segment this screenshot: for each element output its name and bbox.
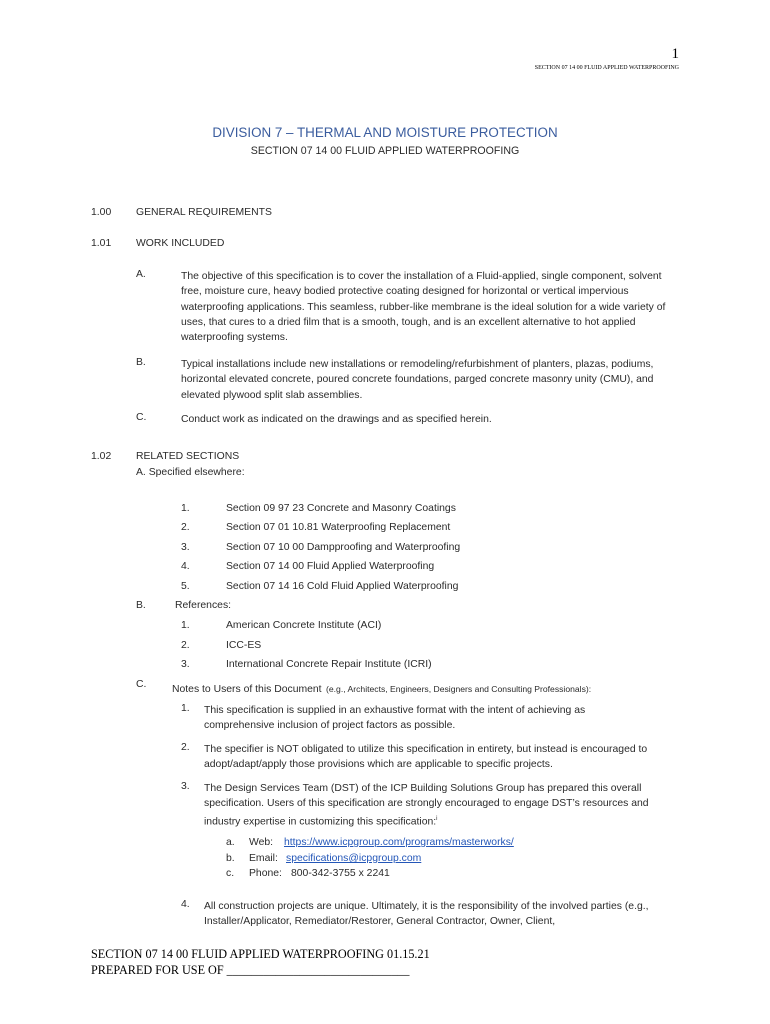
paragraph-text: The Design Services Team (DST) of the ICP Building Solutions Group has prepared this overall specification. Users of this specification are strongly encouraged to engage DST’s resources and industry expertise in customizing this specification: [204,783,649,828]
list-number: 5. [181,581,190,592]
contact-label: Phone: [249,868,282,879]
notes-label-detail: (e.g., Architects, Engineers, Designers and Consulting Professionals): [326,684,592,694]
list-item: Section 07 14 16 Cold Fluid Applied Waterproofing [226,581,459,592]
paragraph: This specification is supplied in an exhaustive format with the intent of achieving as comprehensive inclusion of project factors as possible. [204,705,586,732]
item-letter: B. [136,600,146,611]
section-heading: WORK INCLUDED [136,238,225,249]
contact-letter: b. [226,853,235,864]
list-number: 4. [181,899,190,910]
contact-letter: a. [226,837,235,848]
list-item: ICC-ES [226,640,262,651]
section-number: 1.02 [91,451,112,462]
list-number: 2. [181,742,190,753]
section-number: 1.00 [91,207,112,218]
item-letter: C. [136,412,147,423]
footer-line: PREPARED FOR USE OF ______________________________ [91,963,410,977]
list-number: 1. [181,503,190,514]
list-item: American Concrete Institute (ACI) [226,620,382,631]
list-number: 2. [181,522,190,533]
subheading [172,679,591,697]
paragraph: Typical installations include new installations or remodeling/refurbishment of planters, plazas, podiums, horizontal elevated concrete, poured concrete foundations, parged concrete masonry unity (CMU), and elevated plywood split slab assemblies. [181,359,654,401]
list-number: 3. [181,542,190,553]
section-title: SECTION 07 14 00 FLUID APPLIED WATERPROOFING [250,145,520,157]
web-link[interactable]: https://www.icpgroup.com/programs/masterworks/ [284,837,514,848]
list-number: 4. [181,561,190,572]
running-header: SECTION 07 14 00 FLUID APPLIED WATERPROOFING [534,65,679,71]
list-number: 1. [181,703,190,714]
phone-number: 800-342-3755 x 2241 [291,868,390,879]
subheading: References: [175,600,232,611]
list-number: 2. [181,640,190,651]
item-letter: B. [136,357,146,368]
paragraph [204,781,680,829]
contact-label: Web: [249,837,274,848]
list-number: 3. [181,659,190,670]
division-title: DIVISION 7 – THERMAL AND MOISTURE PROTECTION [212,125,558,140]
section-heading: GENERAL REQUIREMENTS [136,207,272,218]
notes-label: Notes to Users of this Document [172,684,322,695]
subheading: A. Specified elsewhere: [136,467,245,478]
list-item: Section 07 01 10.81 Waterproofing Replacement [226,522,451,533]
item-letter: C. [136,679,147,690]
footer-line: SECTION 07 14 00 FLUID APPLIED WATERPROOFING 01.15.21 [91,947,430,961]
page-number: 1 [671,46,679,62]
list-item: International Concrete Repair Institute (ICRI) [226,659,432,670]
list-item: Section 07 14 00 Fluid Applied Waterproofing [226,561,435,572]
list-number: 1. [181,620,190,631]
item-letter: A. [136,269,146,280]
list-number: 3. [181,781,190,792]
footnote-marker: i [436,815,438,822]
list-item: Section 09 97 23 Concrete and Masonry Coatings [226,503,456,514]
paragraph: The specifier is NOT obligated to utilize this specification in entirety, but instead is encouraged to adopt/adapt/apply those provisions which are applicable to specific projects. [204,744,648,771]
paragraph: Conduct work as indicated on the drawings and as specified herein. [181,414,492,425]
email-link[interactable]: specifications@icpgroup.com [286,853,422,864]
section-number: 1.01 [91,238,112,249]
contact-letter: c. [226,868,235,879]
paragraph: All construction projects are unique. Ultimately, it is the responsibility of the involved parties (e.g., Installer/Applicator, Remediator/Restorer, General Contractor, Owner, Client, [204,901,649,928]
section-heading: RELATED SECTIONS [136,451,240,462]
list-item: Section 07 10 00 Dampproofing and Waterproofing [226,542,461,553]
paragraph: The objective of this specification is to cover the installation of a Fluid-applied, single component, solvent free, moisture cure, heavy bodied protective coating designed for horizontal or vertical impervious waterproofing applications. This seamless, rubber-like membrane is the ideal solution for a wide variety of uses, that cures to a dried film that is a smooth, tough, and is an excellent alternative to hot applied waterproofing systems. [181,271,666,344]
contact-label: Email: [249,853,278,864]
